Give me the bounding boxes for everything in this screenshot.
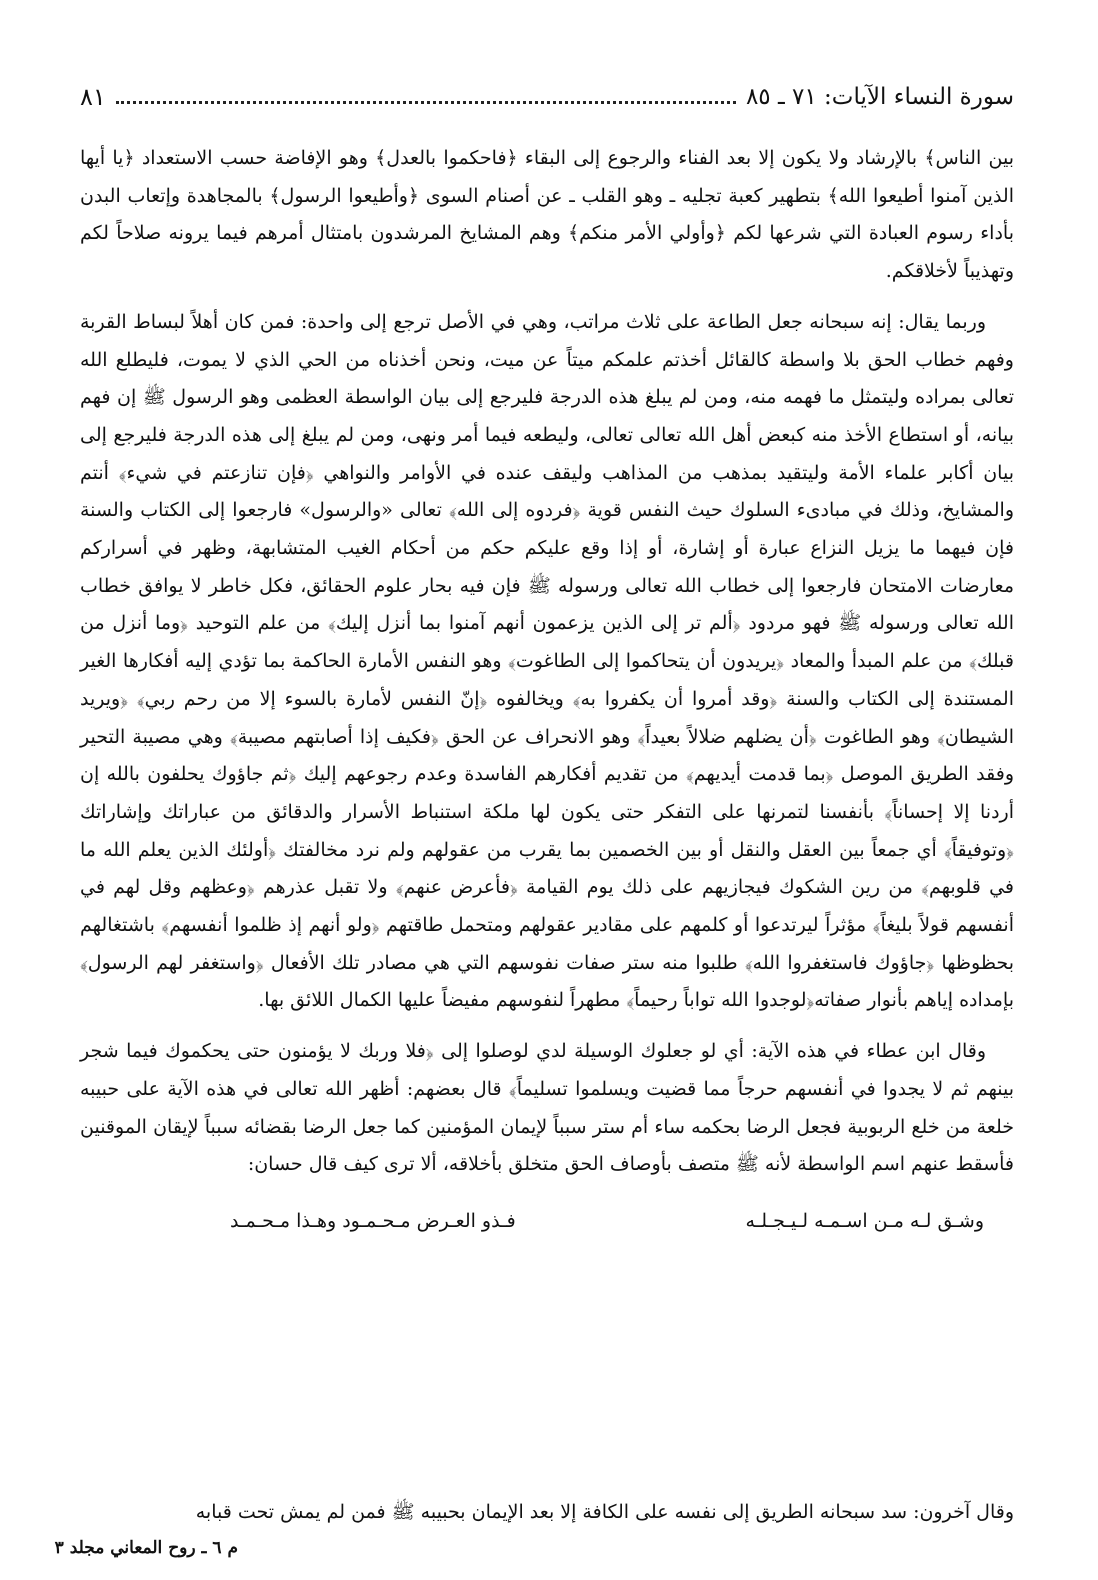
paragraph-2: وربما يقال: إنه سبحانه جعل الطاعة على ثلاث مراتب، وهي في الأصل ترجع إلى واحدة: فمن كان أهلاً لبساط القربة وفهم خطاب الحق بلا واسطة كالقائل أخذتم علمكم ميتاً عن ميت، ونحن أخذناه من الحي الذي لا يموت، فليطلع الله تعالى بمراده وليتمثل ما فهمه منه، ومن لم يبلغ هذه الدرجة فليرجع إلى بيان الواسطة العظمى وهو الرسول ﷺ إن فهم بيانه، أو استطاع الأخذ منه كبعض أهل الله تعالى تعالى، وليطعه فيما أمر ونهى، ومن لم يبلغ إلى هذه الدرجة فليرجع إلى بيان أكابر علماء الأمة وليتقيد بمذهب من المذاهب وليقف عنده في الأوامر والنواهي ﴿فإن تنازعتم في شيء﴾ أنتم والمشايخ، وذلك في مبادىء السلوك حيث النفس قوية ﴿فردوه إلى الله﴾ تعالى «والرسول» فارجعوا إلى الكتاب والسنة فإن فيهما ما يزيل النزاع عبارة أو إشارة، أو إذا وقع عليكم حكم من أحكام الغيب المتشابهة، وظهر في أسراركم معارضات الامتحان فارجعوا إلى خطاب الله تعالى ورسوله ﷺ فإن فيه بحار علوم الحقائق، فكل خاطر لا يوافق خطاب الله تعالى ورسوله ﷺ فهو مردود ﴿ألم تر إلى الذين يزعمون أنهم آمنوا بما أنزل إليك﴾ من علم التوحيد ﴿وما أنزل من قبلك﴾ من علم المبدأ والمعاد ﴿يريدون أن يتحاكموا إلى الطاغوت﴾ وهو النفس الأمارة الحاكمة بما تؤدي إليه أفكارها الغير المستندة إلى الكتاب والسنة ﴿وقد أمروا أن يكفروا به﴾ ويخالفوه ﴿إنّ النفس لأمارة بالسوء إلا من رحم ربي﴾ ﴿ويريد الشيطان﴾ وهو الطاغوت ﴿أن يضلهم ضلالاً بعيداً﴾ وهو الانحراف عن الحق ﴿فكيف إذا أصابتهم مصيبة﴾ وهي مصيبة التحير وفقد الطريق الموصل ﴿بما قدمت أيديهم﴾ من تقديم أفكارهم الفاسدة وعدم رجوعهم إليك ﴿ثم جاؤوك يحلفون بالله إن أردنا إلا إحساناً﴾ بأنفسنا لتمرنها على التفكر حتى يكون لها ملكة استنباط الأسرار والدقائق من عباراتك وإشاراتك ﴿وتوفيقاً﴾ أي جمعاً بين العقل والنقل أو بين الخصمين بما يقرب من عقولهم ولم نرد مخالفتك ﴿أولئك الذين يعلم الله ما في قلوبهم﴾ من رين الشكوك فيجازيهم على ذلك يوم القيامة ﴿فأعرض عنهم﴾ ولا تقبل عذرهم ﴿وعظهم وقل لهم في أنفسهم قولاً بليغاً﴾ مؤثراً ليرتدعوا أو كلمهم على مقادير عقولهم ومتحمل طاقتهم ﴿ولو أنهم إذ ظلموا أنفسهم﴾ باشتغالهم بحظوظها ﴿جاؤوك فاستغفروا الله﴾ طلبوا منه ستر صفات نفوسهم التي هي مصادر تلك الأفعال ﴿واستغفر لهم الرسول﴾ بإمداده إياهم بأنوار صفاته﴿لوجدوا الله تواباً رحيماً﴾ مطهراً لنفوسهم مفيضاً عليها الكمال اللائق بها. [80,310,1015,1012]
verse-second-hemistich: فـذو العـرض مـحـمـود وهـذا مـحـمـد [230,1209,516,1232]
running-header [80,72,1014,112]
paragraph-4-text: وقال آخرون: سد سبحانه الطريق إلى نفسه على الكافة إلا بعد الإيمان بحبيبه ﷺ فمن لم يمش تحت قبابه [195,1501,1014,1523]
page-body [80,140,1014,1240]
paragraph-1: بين الناس﴾ بالإرشاد ولا يكون إلا بعد الفناء والرجوع إلى البقاء ﴿فاحكموا بالعدل﴾ وهو الإفاضة حسب الاستعداد ﴿يا أيها الذين آمنوا أطيعوا الله﴾ بتطهير كعبة تجليه ـ وهو القلب ـ عن أصنام السوى ﴿وأطيعوا الرسول﴾ بالمجاهدة وإتعاب البدن بأداء رسوم العبادة التي شرعها لكم ﴿وأولي الأمر منكم﴾ وهم المشايخ المرشدون بامتثال أمرهم فيما يرونه صلاحاً لكم وتهذيباً لأخلاقكم. [80,147,1014,283]
paragraph-4 [80,1493,1014,1531]
verse-first-hemistich: وشـق لـه مـن اسـمـه لـيـجـلـه [745,1209,984,1232]
paragraph-3: وقال ابن عطاء في هذه الآية: أي لو جعلوك الوسيلة لدي لوصلوا إلى ﴿فلا وربك لا يؤمنون حتى يحكموك فيما شجر بينهم ثم لا يجدوا في أنفسهم حرجاً مما قضيت ويسلموا تسليماً﴾ قال بعضهم: أظهر الله تعالى في هذه الآية على حبيبه خلعة من خلع الربوبية فجعل الرضا بحكمه ساء أم ستر سبباً لإيمان المؤمنين كما جعل الرضا بقضائه سبباً لإيقان الموقنين فأسقط عنهم اسم الواسطة لأنه ﷺ متصف بأوصاف الحق متخلق بأخلاقه، ألا ترى كيف قال حسان: [80,1040,1014,1176]
poetry-verse [80,1202,1014,1240]
surah-title: سورة النساء الآيات: ٧١ ـ ٨٥ [745,84,1014,110]
page-number: ٨١ [80,83,106,111]
dot-leader [116,101,736,104]
signature-mark: م ٦ ـ روح المعاني مجلد ٣ [54,1538,238,1558]
